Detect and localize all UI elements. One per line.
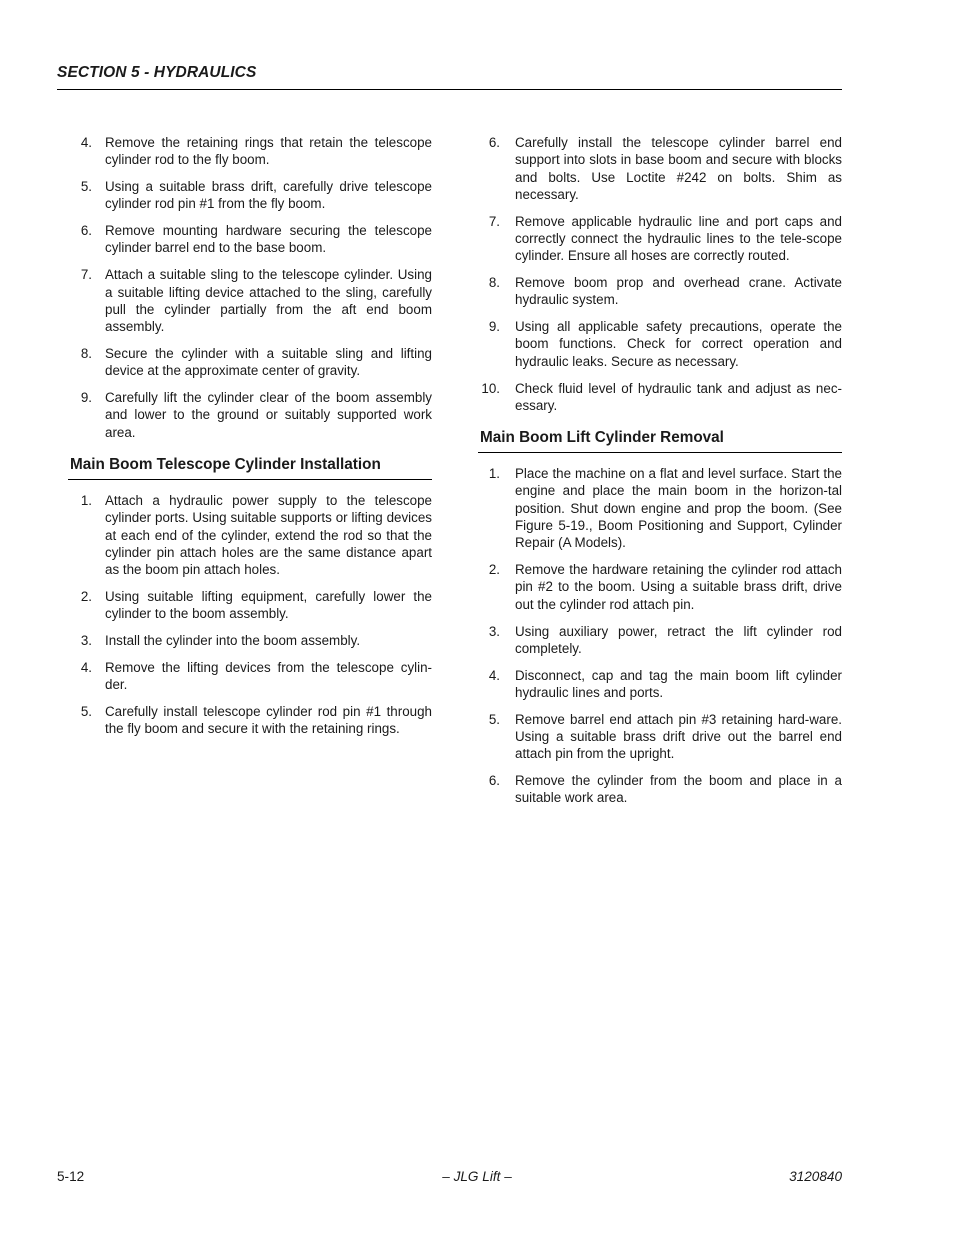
step-text: Using suitable lifting equipment, carefully lower the cylinder to the boom assembly. [105, 588, 432, 622]
step-number: 5. [488, 711, 500, 727]
step-number: 10. [481, 380, 500, 396]
list-item [68, 492, 432, 578]
list-item [68, 588, 432, 623]
list-item [68, 266, 432, 335]
list-item [478, 772, 842, 807]
step-number: 9. [488, 319, 500, 335]
list-item [68, 389, 432, 441]
section-header-title: SECTION 5 - HYDRAULICS [57, 64, 257, 81]
step-text: Attach a suitable sling to the telescope cylinder. Using a suitable lifting device attached to the sling, carefully pull the cylinder partially from the aft end boom assembly. [105, 267, 432, 335]
step-text: Disconnect, cap and tag the main boom lift cylinder hydraulic lines and ports. [515, 667, 842, 700]
list-item [68, 659, 432, 694]
step-number: 3. [80, 633, 92, 649]
list-item [478, 213, 842, 265]
list-item [68, 632, 432, 649]
section-heading-telescope-installation: Main Boom Telescope Cylinder Installation [68, 456, 432, 480]
step-text: Using auxiliary power, retract the lift cylinder rod completely. [515, 623, 842, 656]
step-text: Secure the cylinder with a suitable sling and lifting device at the approximate center of gravity. [105, 345, 432, 379]
step-number: 1. [80, 492, 92, 508]
list-item [68, 703, 432, 738]
footer-publisher: – JLG Lift – [442, 1169, 512, 1184]
list-item [478, 623, 842, 658]
removal-steps-list [68, 134, 432, 441]
step-number: 2. [80, 588, 92, 604]
list-item [478, 318, 842, 370]
step-number: 8. [488, 275, 500, 291]
step-number: 8. [80, 345, 92, 361]
step-text: Carefully install telescope cylinder rod pin #1 through the fly boom and secure it with the retaining rings. [105, 703, 432, 737]
list-item [478, 561, 842, 613]
list-item [478, 711, 842, 763]
lift-cylinder-removal-steps-list [478, 465, 842, 807]
step-text: Place the machine on a flat and level surface. Start the engine and place the main boom in the horizon-tal position. Shut down engine and prop the boom. (See Figure 5-19., Boom Positioning and Support, Cylinder Repair (A Models). [515, 466, 842, 551]
step-number: 3. [488, 623, 500, 639]
step-text: Remove boom prop and overhead crane. Activate hydraulic system. [515, 275, 842, 308]
step-number: 6. [488, 773, 500, 789]
step-text: Carefully lift the cylinder clear of the boom assembly and lower to the ground or suitably supported work area. [105, 390, 432, 440]
section-heading-lift-cylinder-removal: Main Boom Lift Cylinder Removal [478, 429, 842, 453]
step-number: 5. [80, 179, 92, 195]
step-text: Attach a hydraulic power supply to the telescope cylinder ports. Using suitable supports or lifting devices at each end of the cylinder, extend the rod so that the cylinder pin attach holes are the same distance apart as the boom pin attach holes. [105, 492, 432, 578]
step-number: 7. [80, 267, 92, 283]
step-text: Remove mounting hardware securing the telescope cylinder barrel end to the base boom. [105, 223, 432, 256]
step-number: 4. [488, 667, 500, 683]
list-item [478, 380, 842, 415]
step-text: Carefully install the telescope cylinder barrel end support into slots in base boom and secure with blocks and bolts. Use Loctite #242 on bolts. Shim as necessary. [515, 135, 842, 202]
left-column [68, 134, 432, 747]
step-text: Remove applicable hydraulic line and port caps and correctly connect the hydraulic lines to the tele-scope cylinder. Ensure all hoses are correctly routed. [515, 213, 842, 264]
list-item [478, 134, 842, 203]
right-column [478, 134, 842, 816]
step-text: Using a suitable brass drift, carefully drive telescope cylinder rod pin #1 from the fly boom. [105, 179, 432, 212]
step-number: 6. [80, 223, 92, 239]
header-rule [57, 89, 842, 90]
list-item [478, 465, 842, 551]
step-number: 2. [488, 562, 500, 578]
step-number: 5. [80, 703, 92, 719]
list-item [68, 345, 432, 380]
installation-steps-continued-list [478, 134, 842, 414]
step-text: Remove the lifting devices from the telescope cylin-der. [105, 659, 432, 693]
step-text: Remove the retaining rings that retain the telescope cylinder rod to the fly boom. [105, 135, 432, 168]
step-number: 1. [488, 466, 500, 482]
step-text: Check fluid level of hydraulic tank and adjust as nec-essary. [515, 380, 842, 413]
list-item [68, 178, 432, 213]
list-item [478, 667, 842, 702]
document-number: 3120840 [789, 1169, 842, 1184]
step-number: 6. [488, 135, 500, 150]
installation-steps-list [68, 492, 432, 738]
step-number: 7. [488, 213, 500, 229]
step-number: 9. [80, 390, 92, 406]
list-item [68, 134, 432, 169]
page-number: 5-12 [57, 1169, 85, 1184]
step-text: Remove barrel end attach pin #3 retaining hard-ware. Using a suitable brass drift drive out the barrel end attach pin from the upright. [515, 711, 842, 762]
step-text: Using all applicable safety precautions, operate the boom functions. Check for correct operation and hydraulic leaks. Secure as necessary. [515, 319, 842, 369]
step-number: 4. [80, 135, 92, 150]
step-text: Remove the hardware retaining the cylinder rod attach pin #2 to the boom. Using a suitable brass drift, drive out the cylinder rod attach pin. [515, 562, 842, 612]
list-item [68, 222, 432, 257]
step-text: Install the cylinder into the boom assembly. [105, 633, 361, 649]
list-item [478, 274, 842, 309]
step-text: Remove the cylinder from the boom and place in a suitable work area. [515, 773, 842, 806]
step-number: 4. [80, 659, 92, 675]
